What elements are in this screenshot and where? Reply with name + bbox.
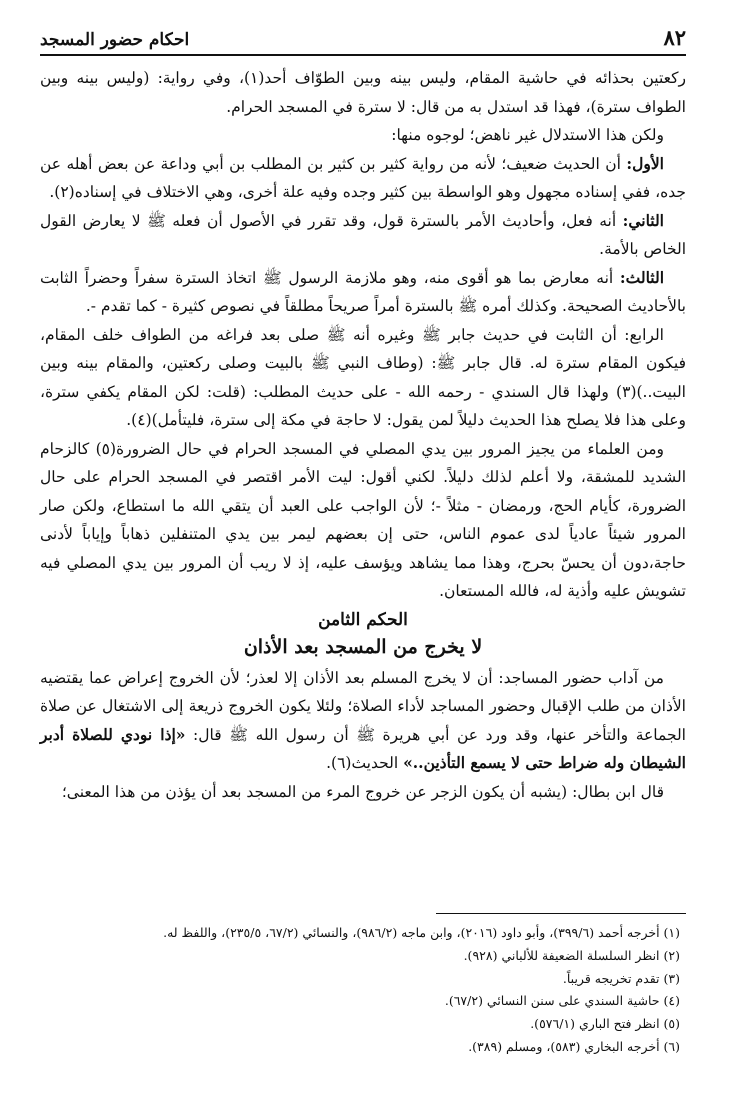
paragraph-1	[40, 64, 686, 121]
paragraph-4-lead: الثاني:	[622, 210, 664, 230]
running-title: احكام حضور المسجد	[40, 30, 190, 50]
footnotes	[40, 922, 686, 1059]
footnote-2: (٢) انظر السلسلة الضعيفة للألباني (٩٢٨).	[463, 947, 680, 963]
paragraph-5-text: أنه معارض بما هو أقوى منه، وهو ملازمة الرسول ﷺ اتخاذ السترة سفراً وحضراً الثابت بالأحاديث الصحيحة. وكذلك أمره ﷺ بالسترة أمراً صريحاً مطلقاً في نصوص كثيرة - كما تقدم -.	[40, 268, 686, 315]
footnote-1: (١) أخرجه أحمد (٣٩٩/٦)، وأبو داود (٢٠١٦)، وابن ماجه (٩٨٦/٢)، والنسائي (٦٧/٢، ٢٣٥/٥)، واللفظ له.	[163, 925, 680, 940]
paragraph-3-text: أن الحديث ضعيف؛ لأنه من رواية كثير بن كثير بن المطلب بن أبي وداعة عن بعض أهله عن جده، ففي إسناده مجهول وهو الواسطة بين كثير وجده وفيه علة أخرى، وهي الاختلاف في إسناده(٢).	[40, 154, 686, 201]
footnote-divider	[436, 913, 686, 914]
section-paragraph-1	[40, 664, 686, 778]
page-body	[40, 64, 686, 806]
paragraph-6-text: الرابع: أن الثابت في حديث جابر ﷺ وغيره أنه ﷺ صلى بعد فراغه من الطواف خلف المقام، فيكون المقام سترة له. قال جابر ﷺ: (وطاف النبي ﷺ بالبيت وصلى ركعتين، والمقام بينه وبين البيت..)(٣) ولهذا قال السندي - رحمه الله - على حديث المطلب: (قلت: لكن المقام يكفي سترة، وعلى هذا فلا يصلح هذا الحديث دليلاً لمن يقول: لا حاجة في مكة إلى سترة، فليتأمل)(٤).	[40, 325, 686, 429]
paragraph-1-text: ركعتين بحذائه في حاشية المقام، وليس بينه وبين الطوّاف أحد(١)، وفي رواية: (وليس بينه وبين الطواف سترة)، فهذا قد استدل به من قال: لا سترة في المسجد الحرام.	[40, 69, 686, 116]
page-header	[40, 24, 686, 56]
paragraph-7	[40, 435, 686, 606]
paragraph-6	[40, 321, 686, 435]
page-number: ٨٢	[663, 25, 686, 50]
footnote-4: (٤) حاشية السندي على سنن النسائي (٦٧/٢).	[444, 993, 680, 1009]
section-paragraph-1-tail: الحديث(٦).	[326, 754, 404, 772]
section-paragraph-1-text: من آداب حضور المساجد: أن لا يخرج المسلم بعد الأذان إلا لعذر؛ لأن الخروج إعراض عما يقتضيه الأذان من طلب الإقبال وحضور المساجد لأداء الصلاة؛ ولئلا يكون الخروج ذريعة إلى الاشتغال عن صلاة الجماعة والتأخر عنها، وقد ورد عن أبي هريرة ﷺ أن رسول الله ﷺ قال:	[40, 668, 686, 744]
paragraph-2-text: ولكن هذا الاستدلال غير ناهض؛ لوجوه منها:	[391, 126, 664, 144]
paragraph-5-lead: الثالث:	[619, 267, 664, 287]
footnote-6: (٦) أخرجه البخاري (٥٨٣)، ومسلم (٣٨٩).	[468, 1038, 680, 1054]
footnote-5: (٥) انظر فتح الباري (٥٧٦/١).	[530, 1016, 680, 1032]
footnote-3: (٣) تقدم تخريجه قريباً.	[562, 970, 680, 986]
paragraph-3-lead: الأول:	[626, 153, 664, 173]
paragraph-2	[40, 121, 686, 150]
paragraph-7-text: ومن العلماء من يجيز المرور بين يدي المصلي في المسجد الحرام في حال الضرورة(٥) كالزحام الشديد للمشقة، ولا أعلم لذلك دليلاً. لكني أقول: ليت الأمر اقتصر في المسجد الحرام على حال الضرورة، كأيام الحج، ورمضان - مثلاً -؛ لأن الواجب على العبد أن يتقي الله ما استطاع، ولكن صار المرور شيئاً عادياً لدى عموم الناس، حتى إن بعضهم ليمر بين يدي المتنفلين ذهاباً وإياباً لأدنى حاجة،دون أن يحسّ بحرج، وهذا مما يشاهد ويؤسف عليه، إذ لا ريب أن المرور بين يدي المصلي فيه تشويش عليه وأذية له، فالله المستعان.	[40, 439, 686, 600]
paragraph-3	[40, 150, 686, 207]
section-paragraph-2	[40, 778, 686, 807]
section-subtitle: لا يخرج من المسجد بعد الأذان	[243, 635, 483, 658]
paragraph-4	[40, 207, 686, 264]
hadith-quote: «إذا نودي للصلاة أدبر الشيطان وله ضراط حتى لا يسمع التأذين..»	[40, 724, 686, 772]
section-paragraph-2-text: قال ابن بطال: (يشبه أن يكون الزجر عن خروج المرء من المسجد بعد أن يؤذن من هذا المعنى؛	[61, 782, 664, 801]
section-title: الحكم الثامن	[318, 609, 408, 630]
paragraph-5	[40, 264, 686, 321]
paragraph-4-text: أنه فعل، وأحاديث الأمر بالسترة قول، وقد تقرر في الأصول أن فعله ﷺ لا يعارض القول الخاص بالأمة.	[40, 211, 686, 258]
